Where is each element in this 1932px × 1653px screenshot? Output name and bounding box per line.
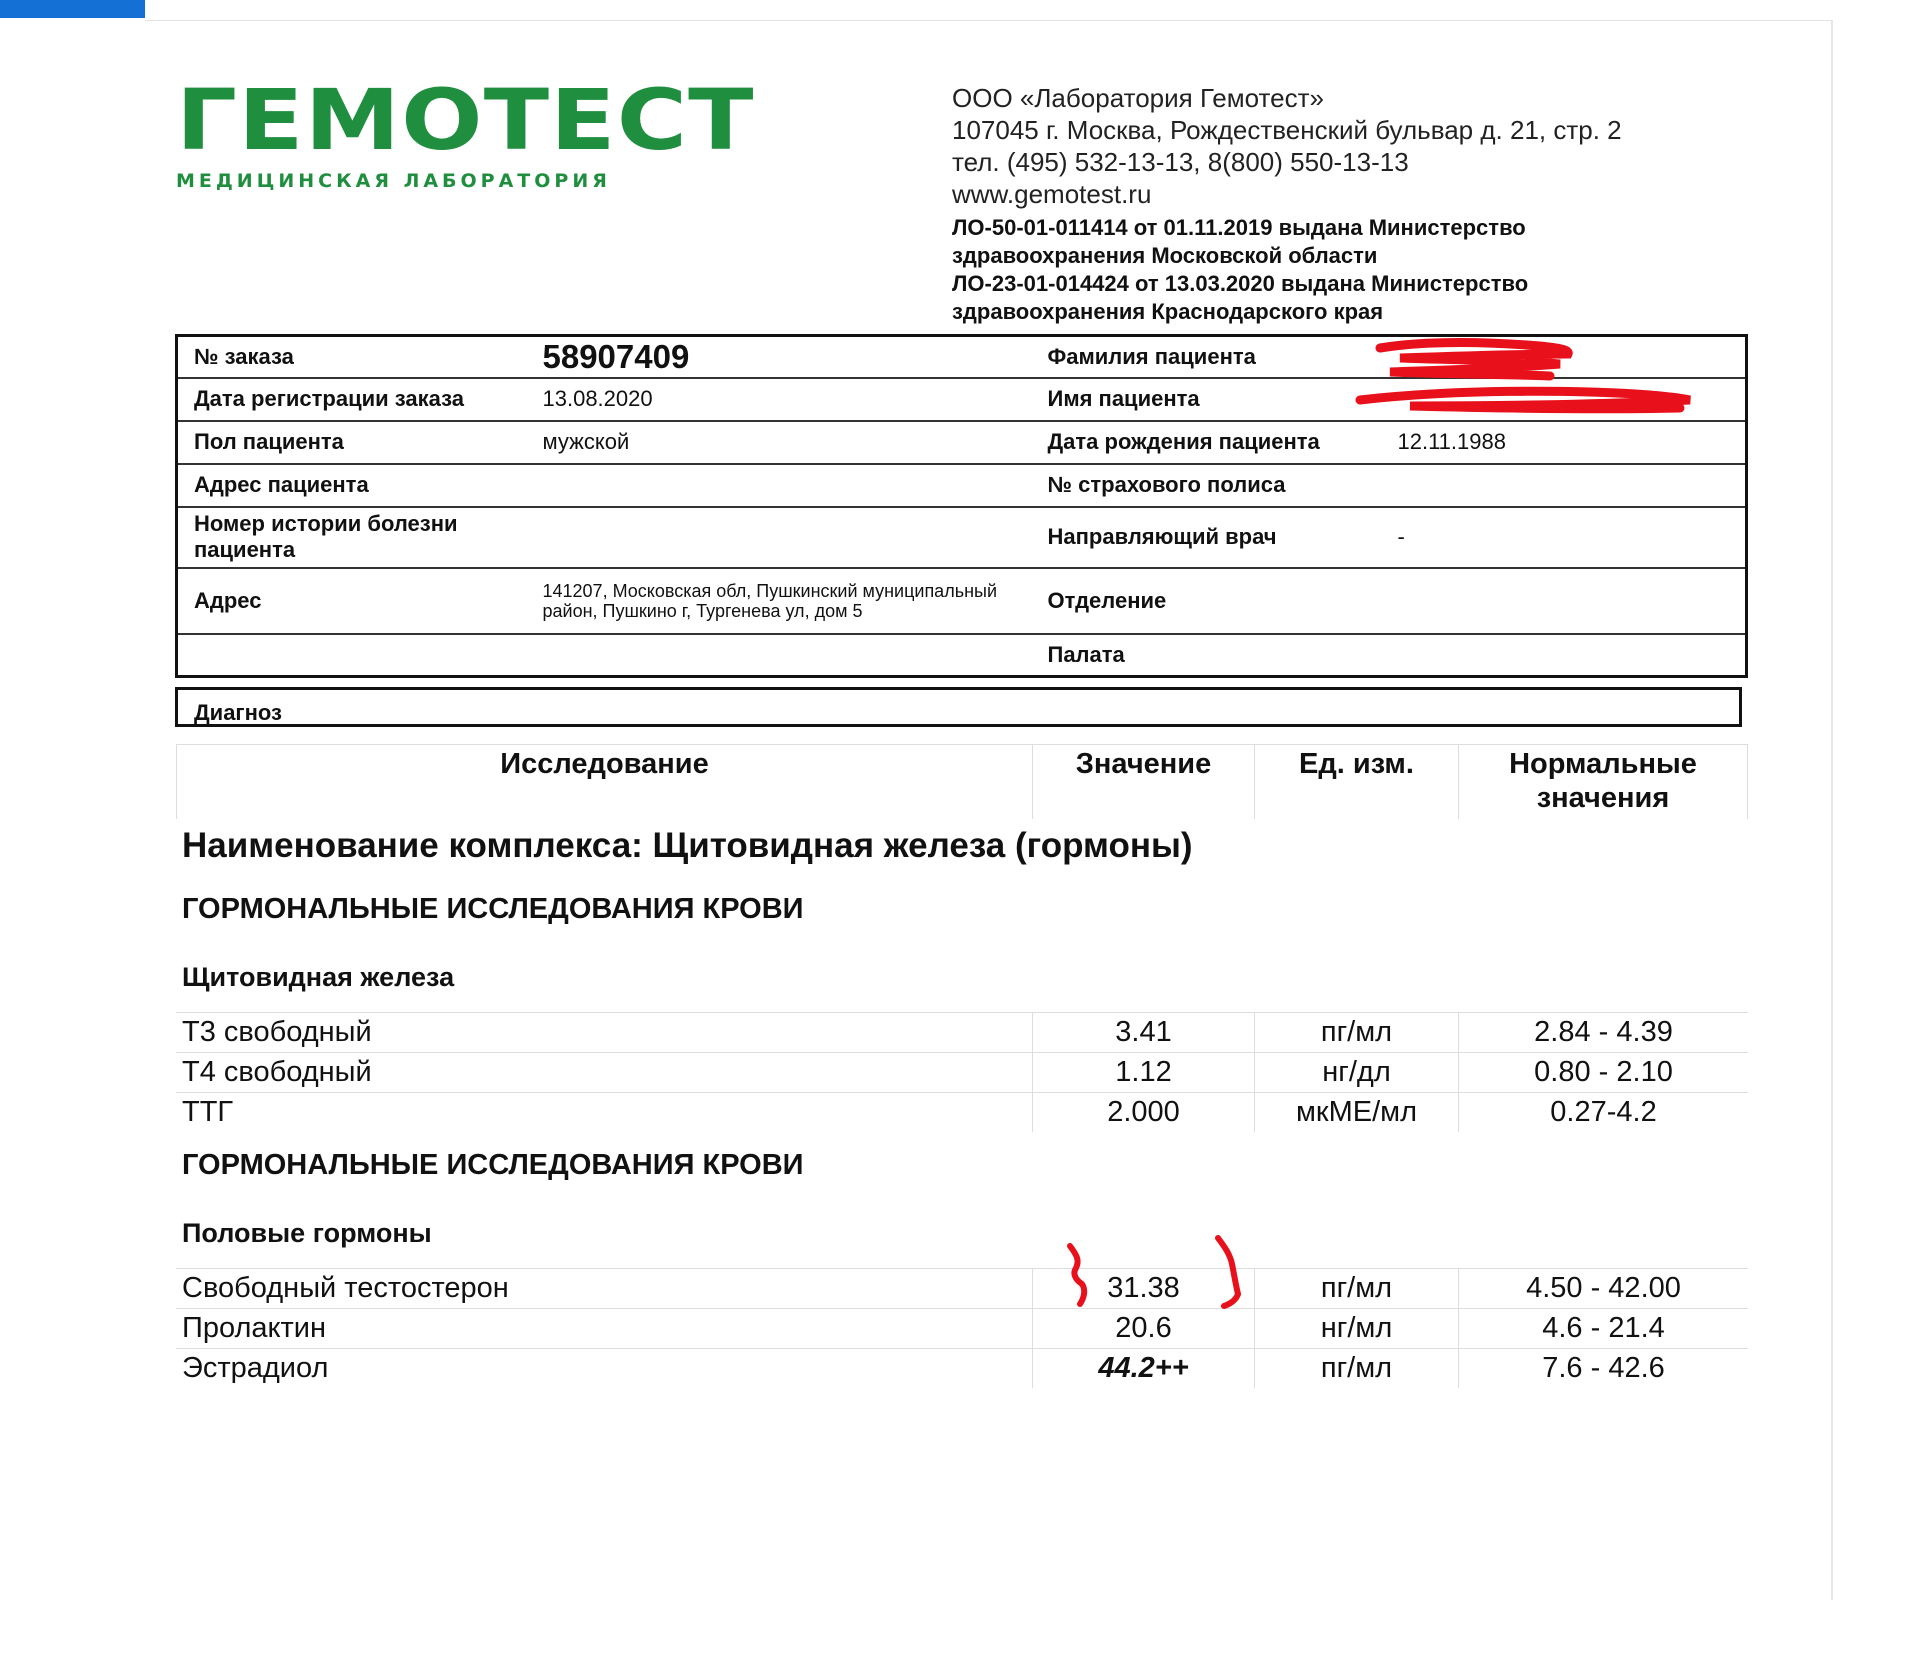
company-info	[952, 82, 1752, 326]
name-label: Имя пациента	[1032, 378, 1382, 421]
table-row	[176, 1348, 1748, 1388]
redaction-scribble-name	[1350, 380, 1700, 420]
result-norm: 0.27-4.2	[1458, 1093, 1748, 1132]
company-address: 107045 г. Москва, Рождественский бульвар д. 21, стр. 2	[952, 115, 1622, 145]
col-header-study: Исследование	[176, 745, 1032, 819]
table-row	[176, 1012, 1748, 1052]
col-header-unit: Ед. изм.	[1254, 745, 1458, 819]
table-row	[176, 1308, 1748, 1348]
sex-label: Пол пациента	[177, 421, 527, 464]
col-header-value: Значение	[1032, 745, 1254, 819]
top-corner-tab	[0, 0, 145, 18]
table-row	[176, 1268, 1748, 1308]
result-name: Эстрадиол	[182, 1352, 329, 1384]
table-row	[176, 1092, 1748, 1132]
license-2-line-2: здравоохранения Краснодарского края	[952, 299, 1384, 324]
result-value: 3.41	[1032, 1013, 1254, 1052]
result-value: 31.38	[1032, 1269, 1254, 1308]
thyroid-results	[176, 1012, 1748, 1132]
diagnosis-label: Диагноз	[194, 700, 282, 725]
order-number: 58907409	[542, 337, 690, 375]
result-value: 1.12	[1032, 1053, 1254, 1092]
result-value-abnormal: 44.2++	[1032, 1349, 1254, 1388]
result-name: ТТГ	[182, 1096, 234, 1128]
license-2-line-1: ЛО-23-01-014424 от 13.03.2020 выдана Министерство	[952, 271, 1529, 296]
license-1-line-1: ЛО-50-01-011414 от 01.11.2019 выдана Министерство	[952, 215, 1526, 240]
info-row	[177, 421, 1747, 464]
result-unit: нг/дл	[1254, 1053, 1458, 1092]
department-label: Отделение	[1032, 568, 1382, 634]
result-norm: 7.6 - 42.6	[1458, 1349, 1748, 1388]
results-header	[176, 744, 1748, 819]
result-unit: мкМЕ/мл	[1254, 1093, 1458, 1132]
section-2-title: ГОРМОНАЛЬНЫЕ ИССЛЕДОВАНИЯ КРОВИ	[182, 1149, 804, 1181]
empty-cell	[177, 634, 527, 677]
order-number-label: № заказа	[194, 343, 294, 369]
info-row	[177, 568, 1747, 634]
info-row	[177, 507, 1747, 568]
redaction-scribble-surname	[1370, 336, 1580, 386]
diagnosis-row	[175, 687, 1742, 727]
section-2-group: Половые гормоны	[182, 1218, 432, 1248]
result-unit: нг/мл	[1254, 1309, 1458, 1348]
table-row	[176, 1052, 1748, 1092]
department-value	[1382, 568, 1747, 634]
gemotest-logo	[176, 71, 755, 192]
dob-value: 12.11.1988	[1382, 421, 1747, 464]
sex-hormone-results	[176, 1268, 1748, 1388]
doctor-label: Направляющий врач	[1032, 507, 1382, 568]
history-label: Номер истории болезни пациента	[177, 507, 527, 568]
license-1-line-2: здравоохранения Московской области	[952, 243, 1378, 268]
section-1-title: ГОРМОНАЛЬНЫЕ ИССЛЕДОВАНИЯ КРОВИ	[182, 893, 804, 925]
result-unit: пг/мл	[1254, 1269, 1458, 1308]
result-name: Пролактин	[182, 1312, 327, 1344]
policy-label: № страхового полиса	[1032, 464, 1382, 507]
history-value	[527, 507, 1032, 568]
info-row	[177, 464, 1747, 507]
logo-wordmark: ГЕМОТЕСТ	[176, 71, 755, 169]
company-site: www.gemotest.ru	[952, 179, 1152, 209]
result-name: Свободный тестостерон	[182, 1272, 509, 1304]
info-row	[177, 634, 1747, 677]
patient-address-label: Адрес пациента	[177, 464, 527, 507]
reg-date-label: Дата регистрации заказа	[177, 378, 527, 421]
result-norm: 2.84 - 4.39	[1458, 1013, 1748, 1052]
logo-tagline: МЕДИЦИНСКАЯ ЛАБОРАТОРИЯ	[176, 170, 611, 192]
result-norm: 4.6 - 21.4	[1458, 1309, 1748, 1348]
red-bracket-right-mark	[1210, 1232, 1250, 1312]
red-bracket-left-mark	[1062, 1240, 1092, 1310]
empty-cell	[527, 634, 1032, 677]
company-name: ООО «Лаборатория Гемотест»	[952, 83, 1324, 113]
result-unit: пг/мл	[1254, 1349, 1458, 1388]
policy-value	[1382, 464, 1747, 507]
ward-label: Палата	[1032, 634, 1382, 677]
result-name: Т3 свободный	[182, 1016, 372, 1048]
address-label: Адрес	[177, 568, 527, 634]
section-1-group: Щитовидная железа	[182, 962, 455, 992]
company-phone: тел. (495) 532-13-13, 8(800) 550-13-13	[952, 147, 1409, 177]
complex-title: Наименование комплекса: Щитовидная железа (гормоны)	[182, 826, 1193, 865]
result-value: 20.6	[1032, 1309, 1254, 1348]
page-right-border	[1831, 20, 1833, 1600]
result-norm: 0.80 - 2.10	[1458, 1053, 1748, 1092]
reg-date: 13.08.2020	[527, 378, 1032, 421]
result-unit: пг/мл	[1254, 1013, 1458, 1052]
result-norm: 4.50 - 42.00	[1458, 1269, 1748, 1308]
patient-address-value	[527, 464, 1032, 507]
surname-label: Фамилия пациента	[1047, 343, 1256, 369]
result-name: Т4 свободный	[182, 1056, 372, 1088]
col-header-norm: Нормальные значения	[1458, 745, 1748, 819]
sex-value: мужской	[527, 421, 1032, 464]
dob-label: Дата рождения пациента	[1032, 421, 1382, 464]
address-value: 141207, Московская обл, Пушкинский муниципальный район, Пушкино г, Тургенева ул, дом 5	[527, 568, 1032, 634]
result-value: 2.000	[1032, 1093, 1254, 1132]
doctor-value: -	[1382, 507, 1747, 568]
ward-value	[1382, 634, 1747, 677]
page-top-border	[145, 20, 1831, 21]
